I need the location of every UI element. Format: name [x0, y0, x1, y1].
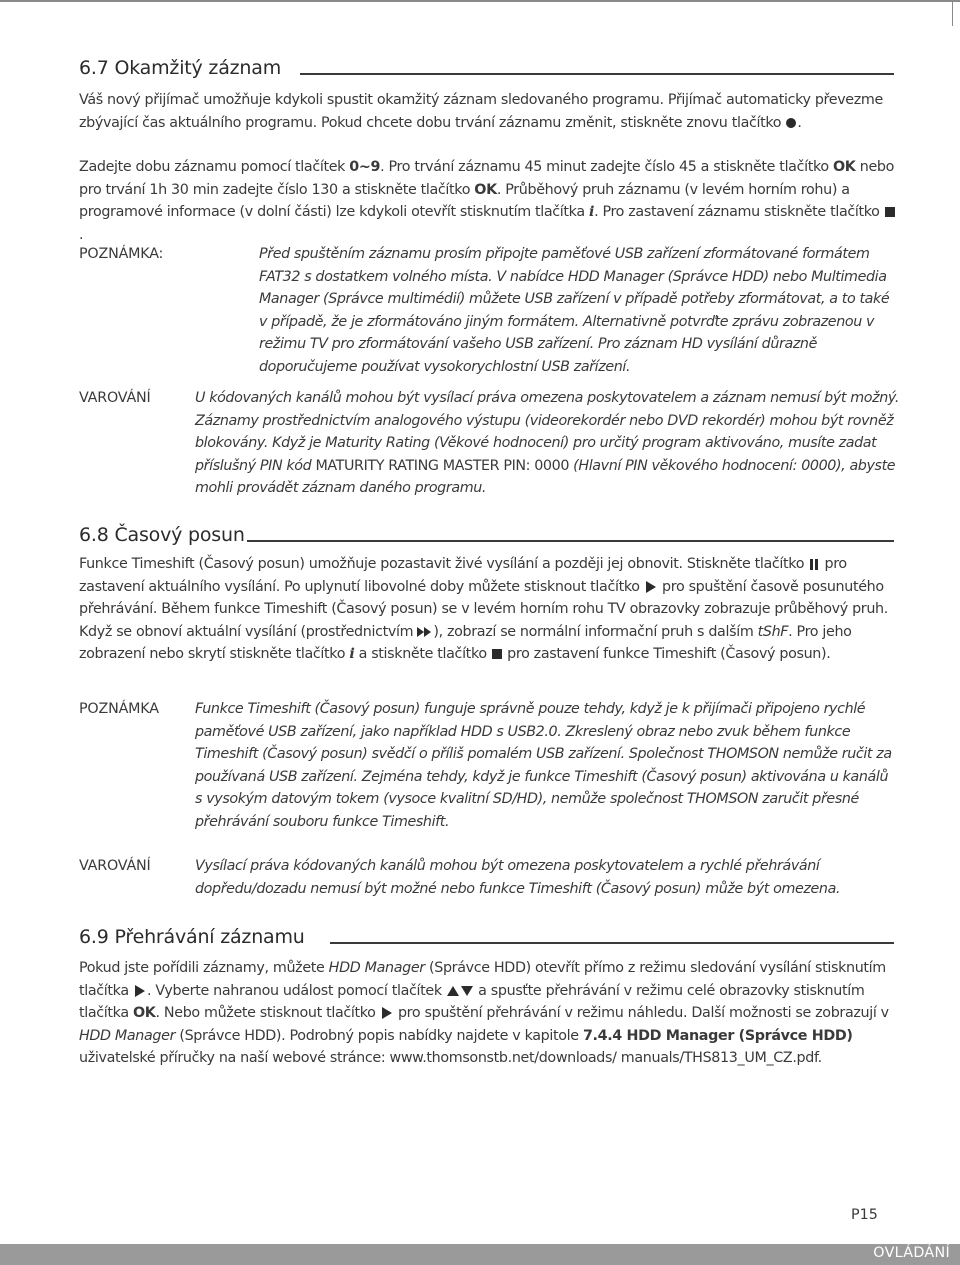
s69-text-d: a spusťte přehrávání v režimu celé obrazovky stisknutím tlačítka: [79, 982, 865, 1021]
s69-text-a: Pokud jste pořídili záznamy, můžete: [79, 960, 329, 976]
s69-hdd-manager-1: HDD Manager: [328, 960, 425, 976]
arrow-down-icon: [461, 986, 473, 996]
fast-forward-icon-b: [424, 627, 431, 637]
s69-paragraph: [79, 957, 899, 1070]
s68-p1-text-a: Funkce Timeshift (Časový posun) umožňuje pozastavit živé vysílání a později jej obnovit. Stiskněte tlačítko: [79, 556, 809, 572]
heading-rule-6-9: [330, 942, 894, 944]
s67-note-label: POZNÁMKA:: [79, 246, 164, 262]
s68-warning-text: Vysílací práva kódovaných kanálů mohou být omezena poskytovatelem a rychlé přehrávání dopředu/dozadu nemusí být možné nebo funkce Timeshift (Časový posun) může být omezena.: [195, 858, 841, 897]
s68-note-label: POZNÁMKA: [79, 701, 159, 717]
s67-p2-text-f: .: [79, 226, 84, 243]
heading-6-9: 6.9 Přehrávání záznamu: [79, 926, 305, 948]
heading-rule-6-8: [247, 540, 894, 542]
s67-p2-text-b: . Pro trvání záznamu 45 minut zadejte číslo 45 a stiskněte tlačítko: [380, 159, 833, 175]
s67-warn-pin: MATURITY RATING MASTER PIN: 0000: [315, 457, 570, 474]
s67-warn-text-b: (Hlavní PIN věkového hodnocení: 0000), abyste mohli provádět záznam daného programu.: [195, 457, 896, 496]
s67-p2-text-a: Zadejte dobu záznamu pomocí tlačítek: [79, 159, 350, 175]
fast-forward-icon-a: [417, 627, 424, 637]
s68-p1-text-e: . Pro jeho zobrazení nebo skrytí stiskněte tlačítko: [79, 623, 852, 662]
s67-p2-text-e: . Pro zastavení záznamu stiskněte tlačítko: [594, 204, 884, 220]
heading-6-8: 6.8 Časový posun: [79, 524, 245, 546]
heading-rule-6-7: [300, 73, 894, 75]
s69-hdd-manager-2: HDD Manager: [79, 1027, 176, 1044]
s68-p1-text-c: pro spuštění časově posunutého přehrávání. Během funkce Timeshift (Časový posun) se v levém horním rohu TV obrazovky zobrazuje průběhový pruh. Když se obnoví aktuální vysílání (prostřednictvím: [79, 578, 888, 640]
s67-paragraph-1: [79, 89, 899, 134]
heading-6-7: 6.7 Okamžitý záznam: [79, 57, 281, 79]
play-icon-2: [135, 985, 145, 997]
play-icon: [646, 581, 656, 593]
stop-square-icon: [885, 207, 895, 217]
s69-text-g: (Správce HDD). Podrobný popis nabídky najdete v kapitole: [175, 1027, 583, 1044]
s67-p2-ok-2: OK: [474, 181, 497, 198]
s67-p2-text-c: nebo pro trvání 1h 30 min zadejte číslo 130 a stiskněte tlačítko: [79, 159, 895, 198]
s67-warning-label: VAROVÁNÍ: [79, 390, 151, 406]
s69-text-b: (Správce HDD) otevřít přímo z režimu sledování vysílání stisknutím tlačítka: [79, 960, 886, 999]
s69-chapter-ref: 7.4.4 HDD Manager (Správce HDD): [582, 1027, 853, 1044]
top-rule: [0, 0, 960, 2]
s68-p1-text-b: pro zastavení aktuálního vysílání. Po uplynutí libovolné doby můžete stisknout tlačítko: [79, 556, 847, 595]
s68-p1-text-f: a stiskněte tlačítko: [354, 646, 491, 662]
s67-p2-text-d: . Průběhový pruh záznamu (v levém horním rohu) a programové informace (v dolní části) lze kdykoli otevřít stisknutím tlačítka: [79, 181, 850, 220]
s67-p2-ok-1: OK: [833, 159, 856, 175]
footer-bar: [0, 1244, 960, 1265]
s69-text-c: . Vyberte nahranou událost pomocí tlačítek: [146, 982, 446, 999]
s69-text-f: pro spuštění přehrávání v režimu náhledu. Další možnosti se zobrazují v: [393, 1005, 889, 1021]
s67-p1-text: Váš nový přijímač umožňuje kdykoli spustit okamžitý záznam sledovaného programu. Přijímač automaticky převezme zbývající čas aktuálního programu. Pokud chcete dobu trvání záznamu změnit, stiskněte znovu tlačítko: [79, 92, 883, 131]
s68-tshf: tShF: [757, 623, 789, 640]
s67-note-text: Před spuštěním záznamu prosím připojte paměťové USB zařízení zformátované formátem FAT32 s dostatkem volného místa. V nabídce HDD Manager (Správce HDD) nebo Multimedia Manager (Správce multimédií) můžete USB zařízení v případě potřeby zformátovat, a to také v případě, že je zformátováno jiným formátem. Alternativně potvrďte zprávu zobrazenou v režimu TV pro zformátování vašeho USB zařízení. Pro záznam HD vysílání důrazně doporučujeme používat vysokorychlostní USB zařízení.: [259, 246, 890, 375]
corner-line: [952, 0, 953, 26]
s68-note-text: Funkce Timeshift (Časový posun) funguje správně pouze tehdy, když je k přijímači připojeno rychlé paměťové USB zařízení, jako například HDD s USB2.0. Zkreslený obraz nebo zvuk během funkce Timeshift (Časový posun) svědčí o příliš pomalém USB zařízení. Společnost THOMSON nemůže ručit za používaná USB zařízení. Zejména tehdy, když je funkce Timeshift (Časový posun) aktivována u kanálů s vysokým datovým tokem (vysoce kvalitní SD/HD), nemůže společnost THOMSON zaručit přesné přehrávání souboru funkce Timeshift.: [195, 701, 892, 830]
page-number: P15: [851, 1207, 878, 1223]
info-button-glyph-2: i: [349, 646, 355, 662]
s69-text-e: . Nebo můžete stisknout tlačítko: [155, 1005, 380, 1021]
pause-icon: [809, 559, 819, 570]
stop-square-icon-2: [492, 649, 502, 659]
footer-section-label: OVLÁDÁNÍ: [873, 1245, 950, 1261]
info-button-glyph: i: [588, 204, 595, 220]
s69-ok: OK: [132, 1005, 156, 1021]
s67-warn-text-a: U kódovaných kanálů mohou být vysílací práva omezena poskytovatelem a záznam nemusí být možný. Záznamy prostřednictvím analogového výstupu (videorekordér nebo DVD rekordér) mohou být rovněž blokovány. Když je Maturity Rating (Věkové hodnocení) pro určitý program aktivováno, musíte zadat příslušný PIN kód: [195, 390, 899, 474]
record-dot-icon: [786, 118, 796, 128]
s67-warning-text: [195, 387, 899, 500]
s68-p1-text-g: pro zastavení funkce Timeshift (Časový posun).: [502, 646, 831, 662]
s67-paragraph-2: [79, 156, 899, 246]
play-icon-3: [382, 1007, 392, 1019]
s68-paragraph-1: [79, 553, 899, 666]
s67-p2-keys: 0~9: [349, 159, 381, 175]
arrow-up-icon: [447, 986, 459, 996]
s68-p1-text-d: ), zobrazí se normální informační pruh s dalším: [433, 623, 758, 640]
s68-warning-label: VAROVÁNÍ: [79, 858, 151, 874]
s67-p1-end: .: [797, 114, 802, 131]
s69-text-h: uživatelské příručky na naší webové stránce: www.thomsonstb.net/downloads/ manuals/THS813_UM_CZ.pdf.: [79, 1050, 822, 1066]
